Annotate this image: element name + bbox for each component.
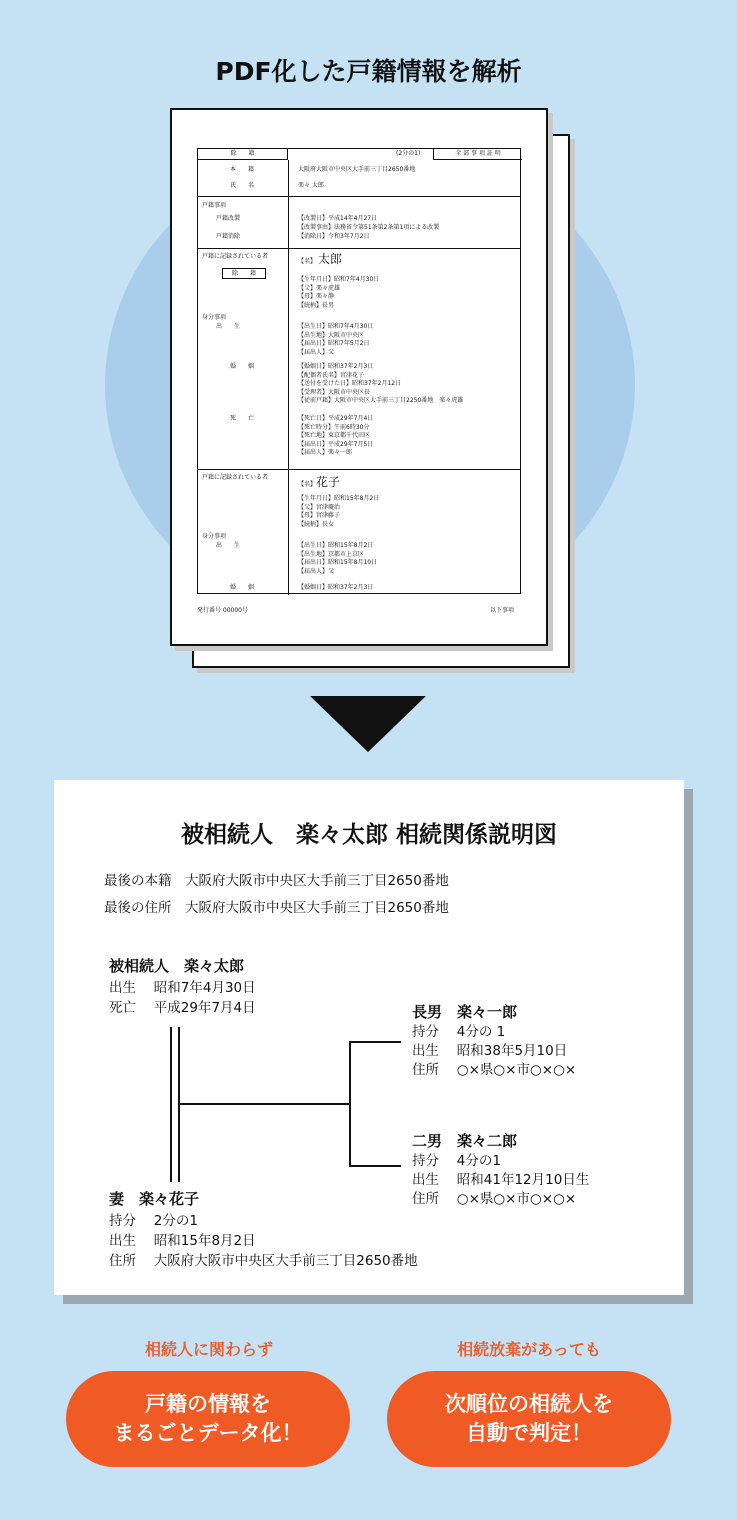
taro-marriage-1: 【婚姻日】昭和37年2月3日 — [298, 363, 374, 370]
last-address: 最後の住所 大阪府大阪市中央区大手前三丁目2650番地 — [104, 900, 449, 916]
hanako-basic-2: 【父】宮津慶治 — [298, 503, 341, 511]
decedent-birth: 出生 昭和7年4月30日 — [109, 980, 256, 996]
feature-button-2 — [387, 1371, 671, 1467]
mibun-jiko-2: 身分事項 — [202, 533, 227, 540]
son2-address: 住所 ○×県○×市○×○× — [412, 1191, 577, 1207]
child-branch-line — [179, 1103, 351, 1105]
feature-button-1-line-1: 戸籍の情報を — [145, 1392, 271, 1416]
page-heading: PDF化した戸籍情報を解析 — [215, 57, 522, 86]
feature-button-1-line-2: まるごとデータ化！ — [113, 1421, 303, 1445]
marriage-line-left — [170, 1027, 172, 1182]
son2-connector — [349, 1165, 401, 1167]
honseki-label: 本 籍 — [230, 166, 255, 173]
honseki-value: 大阪府大阪市中央区大手前三丁目2650番地 — [298, 166, 416, 173]
kaisei-label: 戸籍改製 — [216, 215, 241, 222]
taro-birth-3: 【届出日】昭和7年5月2日 — [298, 340, 370, 347]
son2-heading: 二男 楽々二郎 — [412, 1132, 518, 1150]
koseki-register-table — [197, 148, 521, 594]
children-vertical-line — [349, 1041, 351, 1167]
marriage-label-2: 婚 姻 — [230, 584, 255, 591]
taro-death-1: 【死亡日】平成29年7月4日 — [298, 415, 374, 422]
spouse-share: 持分 2分の1 — [109, 1213, 198, 1229]
hanako-basic-1: 【生年月日】昭和15年8月2日 — [298, 495, 380, 502]
shoumetsu-line: 【消除日】令和3年7月2日 — [298, 233, 370, 240]
taro-basic-4: 【続柄】長男 — [298, 301, 335, 309]
taro-marriage-3: 【送付を受けた日】昭和37年2月12日 — [298, 380, 402, 387]
son1-address: 住所 ○×県○×市○×○× — [412, 1062, 577, 1078]
hanako-basic-4: 【続柄】長女 — [298, 520, 335, 528]
feature-button-2-line-2: 自動で判定！ — [466, 1421, 592, 1445]
name-tag-2: 【名】 — [298, 481, 317, 488]
person-name-hanako: 花子 — [316, 475, 341, 489]
taro-marriage-4: 【受理者】大阪市中央区長 — [298, 388, 371, 396]
marriage-label: 婚 姻 — [230, 363, 255, 370]
taro-death-5: 【届出人】楽々一郎 — [298, 449, 353, 456]
last-honseki: 最後の本籍 大阪府大阪市中央区大手前三丁目2650番地 — [104, 873, 449, 889]
taro-death-4: 【届出日】平成29年7月5日 — [298, 440, 374, 448]
hanako-birth-3: 【届出日】昭和15年8月10日 — [298, 559, 378, 566]
page-info: (2分の1) — [396, 150, 421, 157]
shimei-label: 氏 名 — [230, 182, 255, 189]
person-removed-stamp: 除 籍 — [222, 268, 266, 279]
feature-caption-1: 相続人に関わらず — [144, 1340, 273, 1359]
birth-label: 出 生 — [216, 323, 241, 330]
son1-birth: 出生 昭和38年5月10日 — [412, 1043, 568, 1059]
spouse-birth: 出生 昭和15年8月2日 — [109, 1233, 256, 1249]
certificate-title: 全 部 事 項 証 明 — [433, 149, 522, 160]
birth-label-2: 出 生 — [216, 542, 241, 549]
hanako-basic-3: 【母】宮津藤子 — [298, 512, 341, 519]
taro-birth-1: 【出生日】昭和7年4月30日 — [298, 323, 374, 330]
taro-marriage-2: 【配偶者氏名】宮津花子 — [298, 371, 365, 379]
death-label: 死 亡 — [230, 415, 255, 422]
person-name-taro: 太郎 — [318, 252, 343, 266]
taro-death-2: 【死亡時分】午前6時30分 — [298, 423, 370, 431]
mibun-jiko: 身分事項 — [202, 314, 227, 321]
hanako-birth-2: 【出生地】京都市上京区 — [298, 550, 365, 558]
kaisei-line-2: 【改製事由】法務省令第51条第2条第1項による改製 — [298, 224, 440, 231]
taro-death-3: 【死亡地】東京都千代田区 — [298, 432, 371, 439]
recorded-person-label-2: 戸籍に記録されている者 — [202, 474, 269, 481]
feature-caption-2: 相続放棄があっても — [457, 1340, 601, 1359]
son2-birth: 出生 昭和41年12月10日生 — [412, 1172, 590, 1188]
feature-button-2-line-1: 次順位の相続人を — [445, 1392, 613, 1416]
taro-basic-3: 【母】楽々静 — [298, 293, 335, 300]
decedent-death: 死亡 平成29年7月4日 — [109, 1000, 256, 1016]
son1-heading: 長男 楽々一郎 — [412, 1003, 518, 1021]
name-tag: 【名】 — [298, 258, 317, 265]
hanako-birth-1: 【出生日】昭和15年8月2日 — [298, 542, 374, 549]
koseki-jiko: 戸籍事項 — [202, 202, 227, 209]
son1-share: 持分 4分の 1 — [412, 1024, 506, 1040]
taro-birth-2: 【出生地】大阪市中央区 — [298, 331, 365, 339]
taro-basic-2: 【父】楽々虎雄 — [298, 284, 341, 292]
hanako-marriage-1: 【婚姻日】昭和37年2月3日 — [298, 584, 374, 591]
removed-stamp: 除 籍 — [198, 149, 288, 160]
inheritance-chart — [54, 780, 684, 1295]
koseki-document — [170, 108, 548, 646]
issue-number: 発行番号 00000号 — [197, 607, 248, 614]
son1-connector — [349, 1041, 401, 1043]
taro-basic-1: 【生年月日】昭和7年4月30日 — [298, 276, 380, 283]
shimei-value: 楽々 太郎 — [298, 182, 324, 189]
decedent-heading: 被相続人 楽々太郎 — [109, 957, 245, 975]
next-page-note: 以下事項 — [490, 607, 515, 614]
son2-share: 持分 4分の1 — [412, 1153, 501, 1169]
taro-marriage-5: 【従前戸籍】大阪市中央区大手前三丁目2250番地 楽々虎雄 — [298, 397, 464, 404]
shoumetsu-label: 戸籍消除 — [216, 233, 241, 240]
chart-title: 被相続人 楽々太郎 相続関係説明図 — [180, 822, 557, 848]
hanako-birth-4: 【届出人】父 — [298, 567, 335, 575]
taro-birth-4: 【届出人】父 — [298, 348, 335, 356]
spouse-heading: 妻 楽々花子 — [109, 1190, 200, 1208]
recorded-person-label: 戸籍に記録されている者 — [202, 253, 269, 260]
spouse-address: 住所 大阪府大阪市中央区大手前三丁目2650番地 — [109, 1253, 418, 1269]
kaisei-line-1: 【改製日】平成14年4月27日 — [298, 215, 378, 222]
feature-button-1 — [66, 1371, 350, 1467]
down-arrow-icon — [310, 696, 426, 752]
